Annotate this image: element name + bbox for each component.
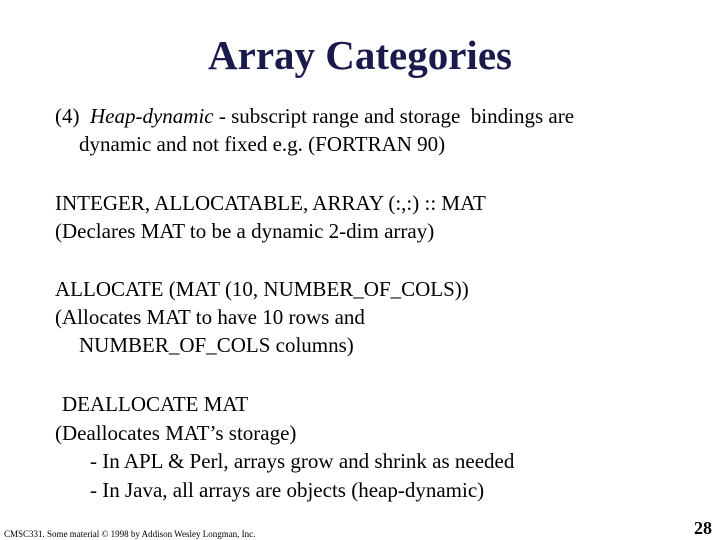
slide-title: Array Categories — [208, 32, 512, 78]
item4-line1 — [55, 102, 574, 130]
code-line-deallocate: DEALLOCATE MAT — [62, 392, 249, 416]
item4-line2: dynamic and not fixed e.g. (FORTRAN 90) — [79, 132, 446, 156]
code-line-allocatable: INTEGER, ALLOCATABLE, ARRAY (:,:) :: MAT — [55, 191, 486, 215]
comment-allocates-line2: NUMBER_OF_COLS columns) — [79, 333, 354, 357]
item4-rest: - subscript range and storage bindings are — [213, 104, 575, 128]
item4-term: Heap-dynamic — [90, 104, 214, 128]
item4-prefix: (4) — [55, 104, 90, 128]
comment-allocates-line1: (Allocates MAT to have 10 rows and — [55, 305, 365, 329]
page-number: 28 — [694, 518, 712, 538]
slide-footer: CMSC331. Some material © 1998 by Addison Wesley Longman, Inc. — [4, 529, 256, 539]
code-line-allocate: ALLOCATE (MAT (10, NUMBER_OF_COLS)) — [55, 277, 469, 301]
comment-deallocates: (Deallocates MAT’s storage) — [55, 421, 297, 445]
note-java: - In Java, all arrays are objects (heap-dynamic) — [90, 478, 485, 502]
comment-declares: (Declares MAT to be a dynamic 2-dim array) — [55, 219, 435, 243]
note-apl-perl: - In APL & Perl, arrays grow and shrink as needed — [90, 449, 515, 473]
